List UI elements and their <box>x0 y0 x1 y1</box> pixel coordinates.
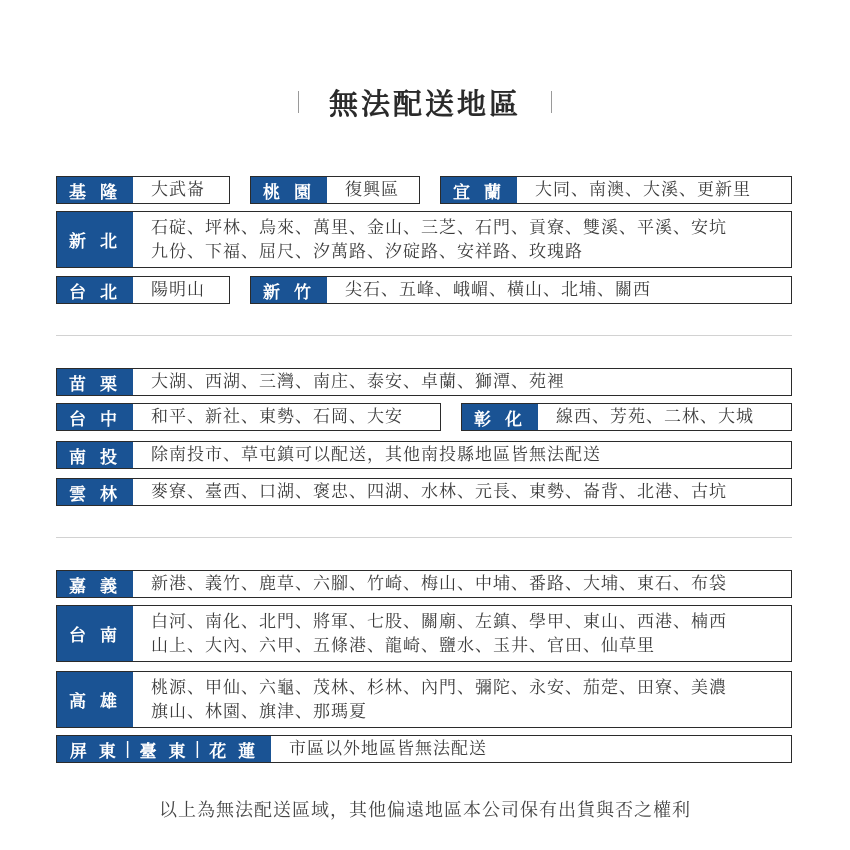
region-value: 線西、芳苑、二林、大城 <box>556 407 754 427</box>
region-row <box>56 441 792 469</box>
region-value-line: 旗山、林園、旗津、那瑪夏 <box>151 701 367 722</box>
label-separator: | <box>124 739 134 759</box>
region-value: 大同、南澳、大溪、更新里 <box>535 180 751 200</box>
region-nantou <box>56 441 792 469</box>
region-value <box>133 212 791 267</box>
footer-note: 以上為無法配送區域，其他偏遠地區本公司保有出貨與否之權利 <box>159 800 691 821</box>
region-changhua <box>461 403 792 431</box>
region-value-line: 九份、下福、屈尺、汐萬路、汐碇路、安祥路、玫瑰路 <box>151 241 583 262</box>
region-label: 台 中 <box>57 404 133 430</box>
region-row <box>56 368 792 396</box>
region-keelung <box>56 176 230 204</box>
page-title: 無法配送地區 <box>328 86 521 121</box>
section-divider <box>56 335 792 336</box>
region-yunlin <box>56 478 792 506</box>
region-value: 大湖、西湖、三灣、南庄、泰安、卓蘭、獅潭、苑裡 <box>151 372 565 392</box>
region-value-line: 白河、南化、北門、將軍、七股、關廟、左鎮、學甲、東山、西港、楠西 <box>151 611 727 632</box>
title-area <box>0 80 850 124</box>
region-value: 新港、義竹、鹿草、六腳、竹崎、梅山、中埔、番路、大埔、東石、布袋 <box>151 574 727 594</box>
region-tainan <box>56 605 792 662</box>
region-yilan <box>440 176 792 204</box>
region-row <box>56 605 792 662</box>
region-hsinchu <box>250 276 792 304</box>
region-chiayi <box>56 570 792 598</box>
region-row <box>56 211 792 268</box>
region-east <box>56 735 792 763</box>
region-value: 陽明山 <box>151 280 205 300</box>
region-row <box>56 276 792 304</box>
region-value <box>133 672 791 727</box>
region-miaoli <box>56 368 792 396</box>
region-label <box>57 736 271 762</box>
region-value-line: 桃源、甲仙、六龜、茂林、杉林、內門、彌陀、永安、茄萣、田寮、美濃 <box>151 677 727 698</box>
region-taipei <box>56 276 230 304</box>
region-value <box>133 606 791 661</box>
region-row <box>56 735 792 763</box>
region-label: 新 北 <box>57 212 133 267</box>
region-value: 尖石、五峰、峨嵋、橫山、北埔、關西 <box>345 280 651 300</box>
region-label: 高 雄 <box>57 672 133 727</box>
region-newtaipei <box>56 211 792 268</box>
region-label: 南 投 <box>57 442 133 468</box>
region-label: 桃 園 <box>251 177 327 203</box>
region-label: 台 北 <box>57 277 133 303</box>
region-value-line: 石碇、坪林、烏來、萬里、金山、三芝、石門、貢寮、雙溪、平溪、安坑 <box>151 217 727 238</box>
region-label: 嘉 義 <box>57 571 133 597</box>
region-row <box>56 176 792 204</box>
region-row <box>56 478 792 506</box>
label-separator: | <box>194 739 204 759</box>
region-row <box>56 570 792 598</box>
region-value-line: 山上、大內、六甲、五條港、龍崎、鹽水、玉井、官田、仙草里 <box>151 635 655 656</box>
region-value: 市區以外地區皆無法配送 <box>289 739 487 759</box>
region-value: 麥寮、臺西、口湖、褒忠、四湖、水林、元長、東勢、崙背、北港、古坑 <box>151 482 727 502</box>
region-label-taitung: 臺 東 <box>139 741 189 762</box>
region-label-pingtung: 屏 東 <box>69 741 119 762</box>
region-value: 復興區 <box>345 180 399 200</box>
region-label: 新 竹 <box>251 277 327 303</box>
region-label: 苗 栗 <box>57 369 133 395</box>
section-divider <box>56 537 792 538</box>
region-label: 基 隆 <box>57 177 133 203</box>
region-label: 台 南 <box>57 606 133 661</box>
region-value: 除南投市、草屯鎮可以配送，其他南投縣地區皆無法配送 <box>151 445 601 465</box>
region-label-hualien: 花 蓮 <box>209 741 259 762</box>
region-kaohsiung <box>56 671 792 728</box>
region-row <box>56 403 792 431</box>
region-row <box>56 671 792 728</box>
region-value: 和平、新社、東勢、石岡、大安 <box>151 407 403 427</box>
region-taichung <box>56 403 441 431</box>
title-divider-left <box>298 91 299 113</box>
region-label: 彰 化 <box>462 404 538 430</box>
title-divider-right <box>551 91 552 113</box>
region-value: 大武崙 <box>151 180 205 200</box>
region-label: 雲 林 <box>57 479 133 505</box>
region-taoyuan <box>250 176 420 204</box>
region-label: 宜 蘭 <box>441 177 517 203</box>
